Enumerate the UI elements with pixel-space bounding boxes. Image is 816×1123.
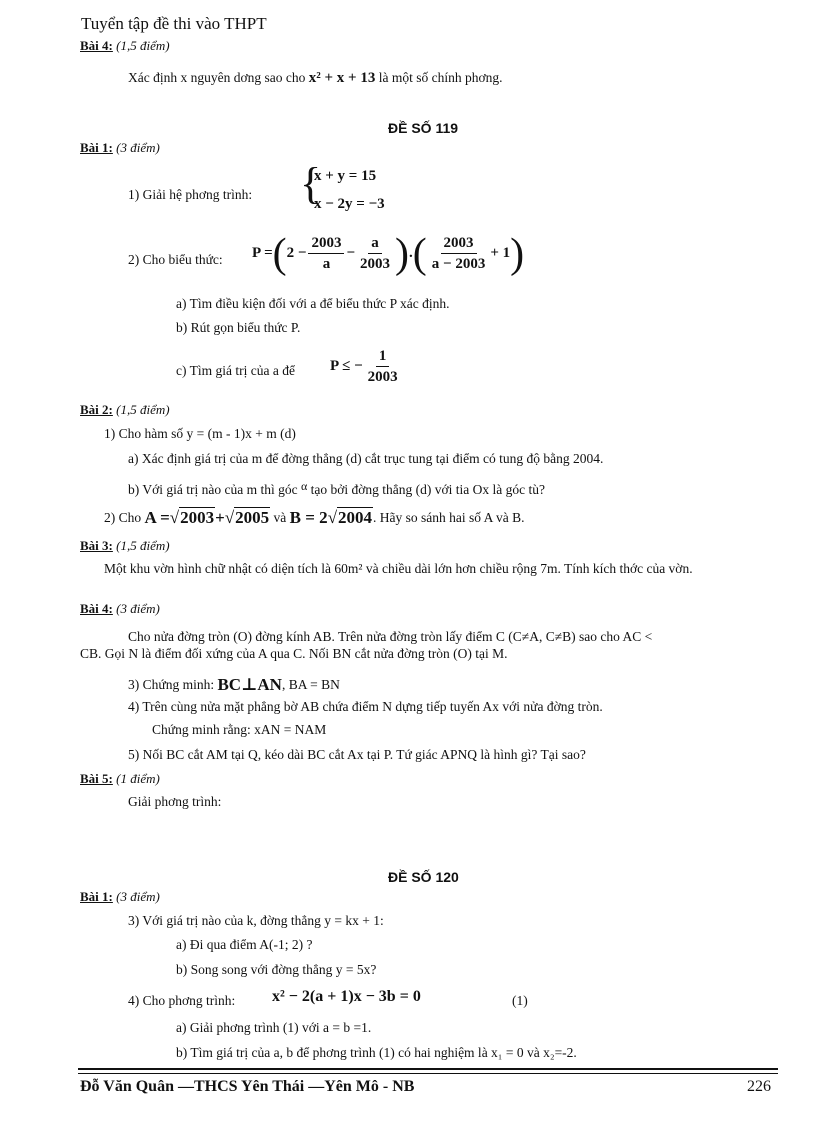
bai-heading [80, 402, 170, 418]
denominator: a − 2003 [431, 256, 486, 272]
numerator: 2003 [441, 233, 477, 254]
paragraph-line: Cho nửa đờng tròn (O) đờng kính AB. Trên nửa đờng tròn lấy điểm C (C≠A, C≠B) sao cho AC < [128, 629, 653, 644]
bai-label: Bài 4: [80, 601, 113, 616]
bai-heading [80, 538, 170, 554]
bai-label: Bài 5: [80, 771, 113, 786]
radicand: 2003 [180, 508, 215, 527]
subquestion: a) Tìm điều kiện đối với a để biểu thức P xác định. [176, 296, 450, 311]
question: Giải phơng trình: [128, 794, 222, 809]
radicand: 2005 [235, 508, 270, 527]
footer-rule [78, 1068, 778, 1070]
paragraph: Một khu vờn hình chữ nhật có diện tích là 60m² và chiều dài lớn hơn chiều rộng 7m. Tính kích thớc của vờn. [104, 561, 693, 576]
math-term: P ≤ − [330, 358, 363, 374]
bai-points: (1,5 điểm) [116, 538, 170, 553]
denominator: 2003 [367, 369, 398, 385]
text: và [273, 510, 287, 525]
expression: x² + x + 13 [308, 70, 376, 86]
math-term: 2 − [286, 245, 307, 261]
footer-rule [78, 1073, 778, 1074]
paren-glyph: ( [412, 230, 427, 277]
bai-heading [80, 140, 160, 156]
fraction [308, 233, 344, 274]
paren-glyph: ) [510, 230, 525, 277]
page-number: 226 [747, 1078, 771, 1095]
numerator: 1 [376, 346, 390, 367]
bai-points: (1 điểm) [116, 771, 160, 786]
math-symbol: P = [252, 245, 273, 261]
question: 2) Cho biểu thức: [128, 252, 223, 267]
subquestion: c) Tìm giá trị của a để [176, 363, 295, 378]
subquestion: a) Xác định giá trị của m để đờng thẳng (d) cắt trục tung tại điểm có tung độ bằng 2004. [128, 451, 604, 466]
math-term: A = [144, 508, 170, 527]
math-term: + 1 [490, 245, 511, 261]
top-problem [128, 70, 502, 87]
bai-heading [80, 771, 160, 787]
subquestion: a) Giải phơng trình (1) với a = b =1. [176, 1020, 372, 1035]
sqrt-term: √2004 [327, 508, 373, 527]
text: 2) Cho [104, 510, 142, 525]
bai-points: (3 điểm) [116, 601, 160, 616]
equation-number: (1) [512, 993, 528, 1008]
numerator: 2003 [308, 233, 344, 254]
math-symbol: − [346, 245, 356, 261]
bai-label: Bài 1: [80, 140, 113, 155]
subquestion: b) Rút gọn biểu thức P. [176, 320, 301, 335]
footer-author: Đỗ Văn Quân —THCS Yên Thái —Yên Mô - NB [80, 1078, 415, 1095]
subquestion [128, 479, 545, 498]
bai-points: (3 điểm) [116, 140, 160, 155]
question-line: Chứng minh rằng: xAN = NAM [152, 722, 327, 737]
alpha-symbol: α [300, 479, 308, 493]
radicand: 2004 [338, 508, 373, 527]
bai-heading [80, 889, 160, 905]
math-term: B = 2 [289, 508, 328, 527]
subquestion: b) Tìm giá trị của a, b để phơng trình (1) có hai nghiệm là x₁ = 0 và x₂=-2. [176, 1045, 577, 1060]
text: 3) Chứng minh: [128, 677, 215, 692]
sqrt-term: √2005 [224, 508, 270, 527]
brace-glyph: { [300, 159, 322, 208]
denominator: a [322, 256, 331, 272]
text: . Hãy so sánh hai số A và B. [373, 510, 525, 525]
equation: x² − 2(a + 1)x − 3b = 0 [272, 988, 421, 1005]
inequality [330, 346, 403, 387]
bai-label: Bài 4: [80, 38, 113, 53]
math-symbol: . [409, 245, 413, 261]
text: b) Với giá trị nào của m thì góc [128, 482, 298, 497]
math-term: BC⊥AN [217, 675, 282, 694]
question: 4) Cho phơng trình: [128, 993, 236, 1008]
equation: x − 2y = −3 [314, 196, 385, 212]
bai-points: (3 điểm) [116, 889, 160, 904]
bai-heading [80, 601, 160, 617]
question: 3) Với giá trị nào của k, đờng thẳng y = kx + 1: [128, 913, 384, 928]
question: 1) Cho hàm số y = (m - 1)x + m (d) [104, 426, 296, 441]
equation: x + y = 15 [314, 168, 377, 184]
question [104, 508, 525, 528]
page-header: Tuyển tập đề thi vào THPT [81, 14, 267, 33]
fraction [357, 233, 393, 274]
text: tạo bởi đờng thẳng (d) với tia Ox là góc tù? [310, 482, 546, 497]
fraction [365, 346, 401, 387]
paragraph-line: CB. Gọi N là điểm đối xứng của A qua C. Nối BN cắt nửa đờng tròn (O) tại M. [80, 646, 508, 661]
question [128, 675, 340, 695]
bai-label: Bài 3: [80, 538, 113, 553]
bai-label: Bài 1: [80, 889, 113, 904]
bai-points: (1,5 điểm) [116, 402, 170, 417]
exam-title: ĐỀ SỐ 119 [388, 120, 459, 136]
sqrt-term: √2003 [169, 508, 215, 527]
text: là một số chính phơng. [378, 70, 503, 85]
subquestion: b) Song song với đờng thẳng y = 5x? [176, 962, 377, 977]
exam-title: ĐỀ SỐ 120 [388, 869, 459, 885]
math-symbol: + [215, 508, 225, 527]
question: 4) Trên cùng nửa mặt phẳng bờ AB chứa điểm N dựng tiếp tuyến Ax với nửa đờng tròn. [128, 699, 603, 714]
subquestion: a) Đi qua điểm A(-1; 2) ? [176, 937, 313, 952]
paren-glyph: ( [272, 230, 287, 277]
expression-p [252, 230, 525, 277]
text: Xác định x nguyên dơng sao cho [128, 70, 306, 85]
bai-heading [80, 38, 170, 54]
numerator: a [368, 233, 382, 254]
bai-points: (1,5 điểm) [116, 38, 170, 53]
question: 5) Nối BC cắt AM tại Q, kéo dài BC cắt Ax tại P. Tứ giác APNQ là hình gì? Tại sao? [128, 747, 586, 762]
paren-glyph: ) [395, 230, 410, 277]
text: , BA = BN [281, 677, 340, 692]
bai-label: Bài 2: [80, 402, 113, 417]
fraction [429, 233, 489, 274]
denominator: 2003 [360, 256, 391, 272]
question: 1) Giải hệ phơng trình: [128, 187, 253, 202]
